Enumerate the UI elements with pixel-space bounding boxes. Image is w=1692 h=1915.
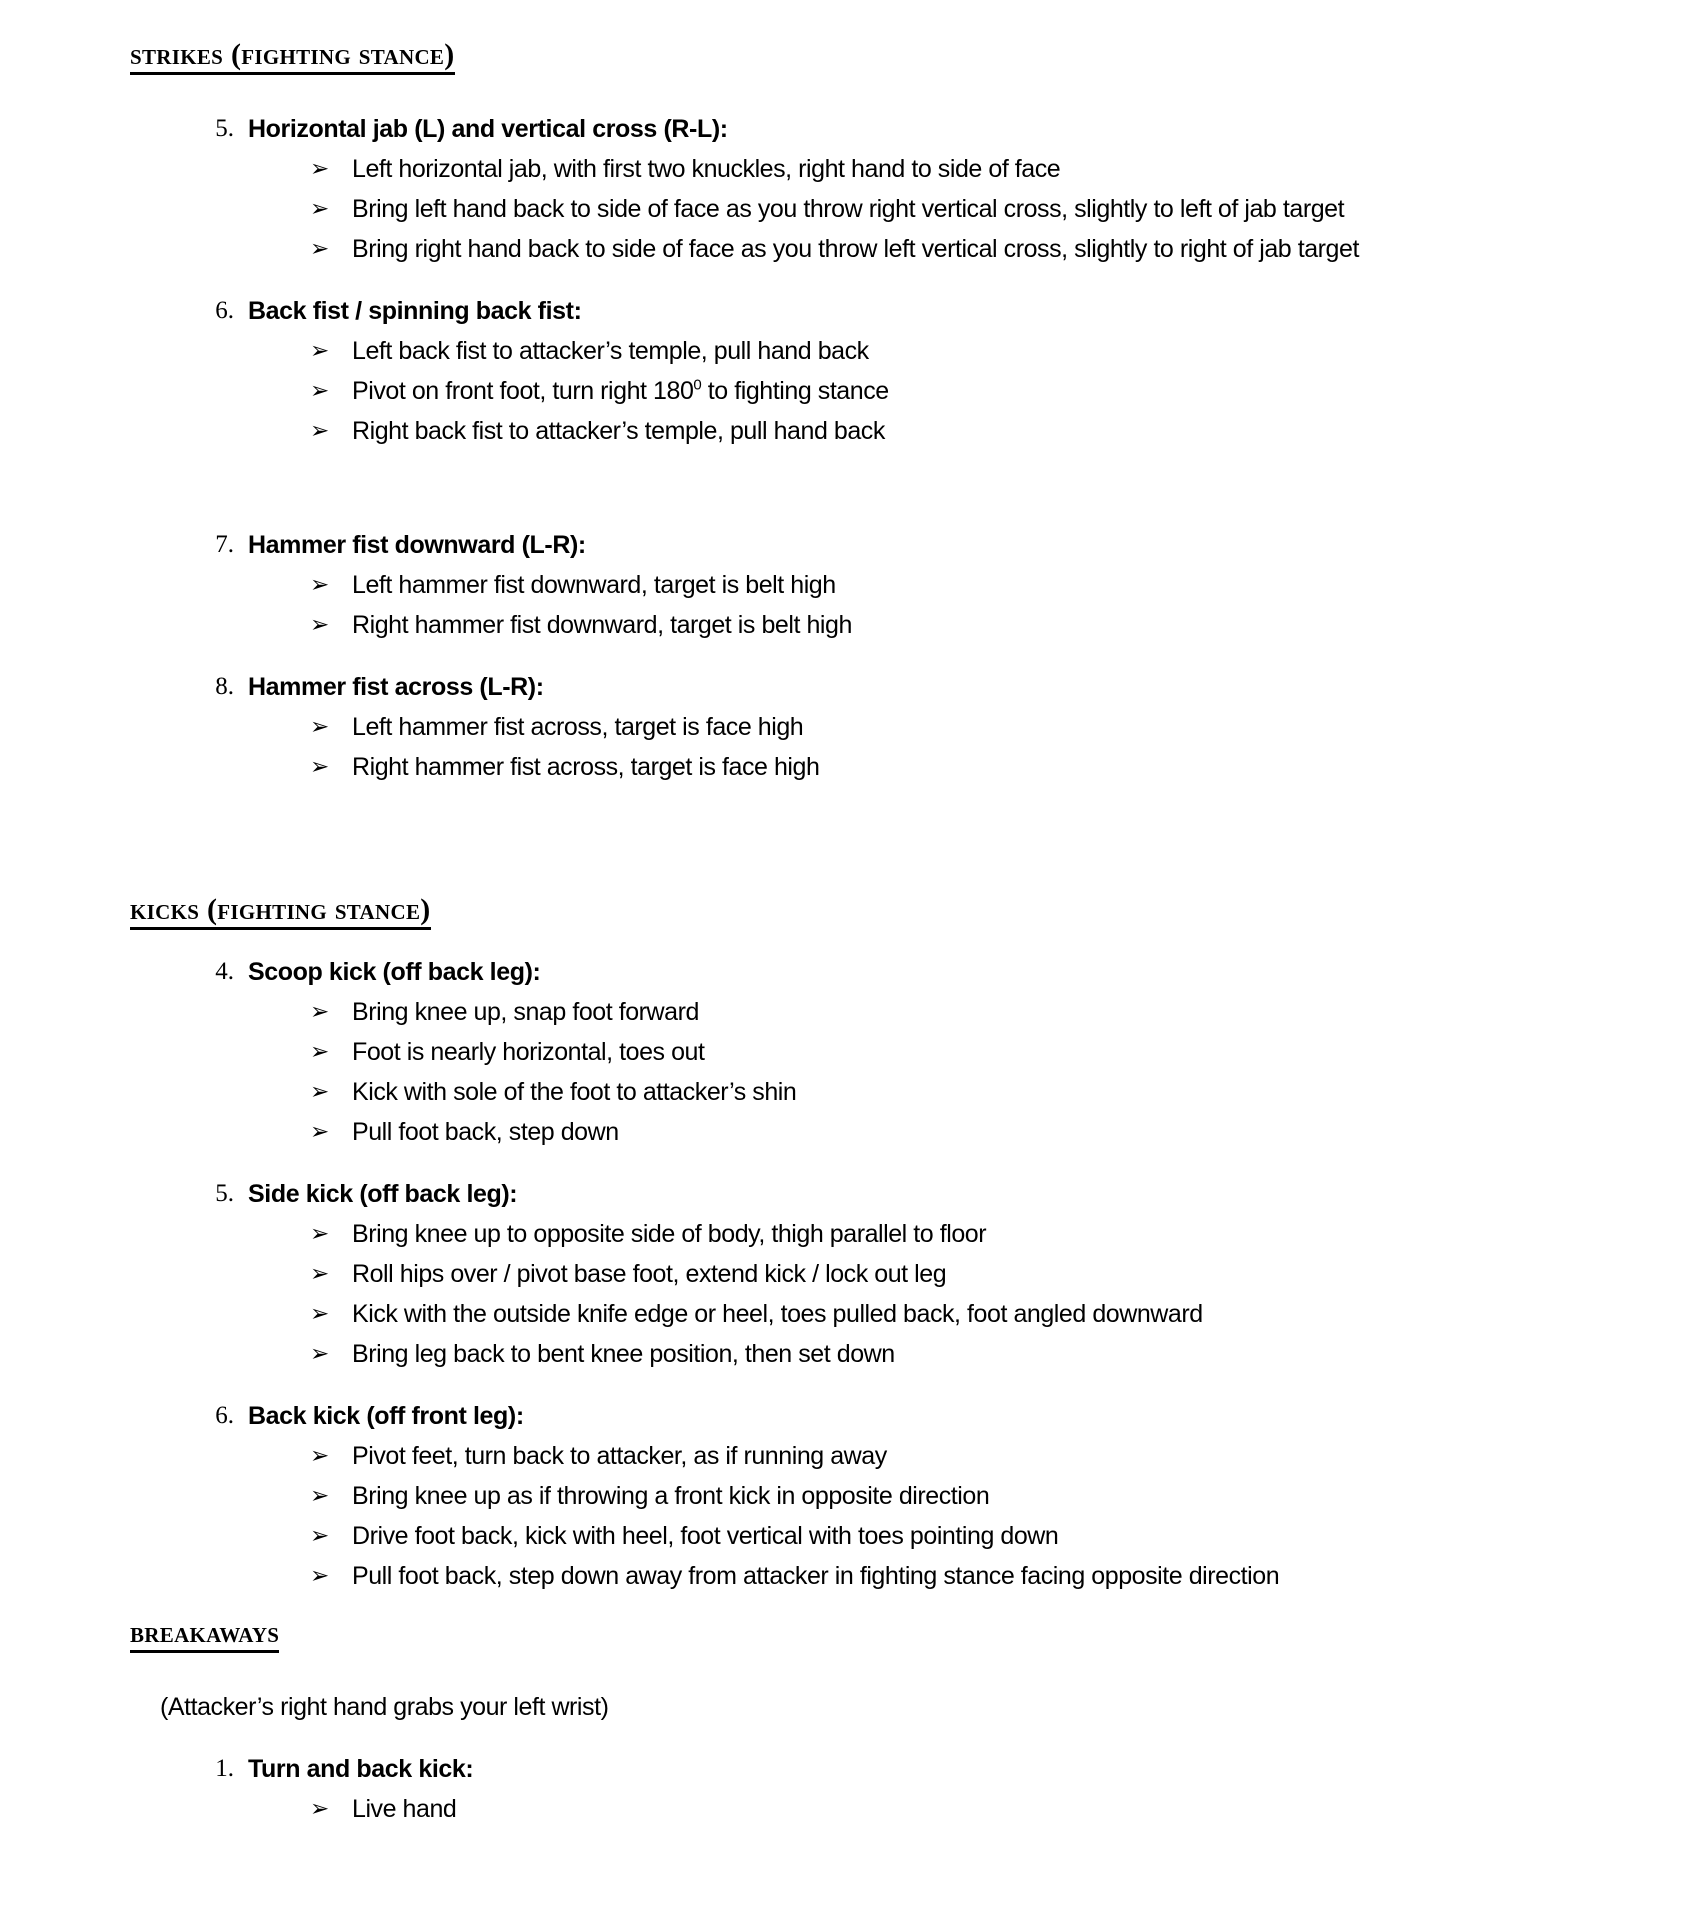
sub-bullet (292, 1476, 1562, 1516)
sub-bullet-text: Bring right hand back to side of face as you throw left vertical cross, slightly to right of jab target (352, 235, 1359, 263)
list-item (200, 952, 1562, 992)
spacer (130, 861, 1562, 895)
arrow-bullet-icon: ➢ (310, 1523, 330, 1549)
sub-bullet-text: Bring knee up, snap foot forward (352, 998, 699, 1026)
list-item (200, 291, 1562, 331)
section-heading-breakaways-wrap (130, 1618, 1562, 1653)
sub-bullet-text: Left horizontal jab, with first two knuckles, right hand to side of face (352, 155, 1061, 183)
sub-bullet-text: Bring left hand back to side of face as you throw right vertical cross, slightly to left of jab target (352, 195, 1345, 223)
spacer (200, 1152, 1562, 1174)
sub-bullet-list (200, 707, 1562, 787)
sub-bullet (292, 1789, 1562, 1829)
spacer (200, 269, 1562, 291)
sub-bullet-text: Right hammer fist across, target is face high (352, 753, 820, 781)
spacer (200, 645, 1562, 667)
sub-bullet-text: Pull foot back, step down (352, 1118, 619, 1146)
arrow-bullet-icon: ➢ (310, 1039, 330, 1065)
list-item-label: Hammer fist across (L-R): (248, 673, 544, 701)
spacer (130, 787, 1562, 861)
sub-bullet-text: Right back fist to attacker’s temple, pull hand back (352, 417, 885, 445)
section-heading-strikes: strikes (fighting stance) (130, 40, 455, 75)
section-heading-breakaways: breakaways (130, 1618, 279, 1653)
spacer (130, 930, 1562, 952)
sub-bullet-text: Left back fist to attacker’s temple, pull hand back (352, 337, 869, 365)
sub-bullet-text: Bring leg back to bent knee position, then set down (352, 1340, 895, 1368)
spacer (130, 1727, 1562, 1749)
breakaways-intro-text: (Attacker’s right hand grabs your left wrist) (160, 1693, 609, 1721)
sub-bullet-list (200, 565, 1562, 645)
sub-bullet (292, 229, 1562, 269)
list-item (200, 525, 1562, 565)
arrow-bullet-icon: ➢ (310, 1261, 330, 1287)
sub-bullet (292, 1072, 1562, 1112)
sub-bullet (292, 1436, 1562, 1476)
list-item-label: Back kick (off front leg): (248, 1402, 524, 1430)
list-number: 5. (215, 1180, 234, 1207)
sub-bullet-text: Pivot feet, turn back to attacker, as if running away (352, 1442, 887, 1470)
list-item-label: Turn and back kick: (248, 1755, 474, 1783)
list-item-label: Side kick (off back leg): (248, 1180, 518, 1208)
arrow-bullet-icon: ➢ (310, 338, 330, 364)
strikes-list (130, 109, 1562, 787)
spacer (130, 1653, 1562, 1687)
arrow-bullet-icon: ➢ (310, 1483, 330, 1509)
sub-bullet (292, 1334, 1562, 1374)
sub-bullet (292, 1032, 1562, 1072)
spacer (130, 75, 1562, 109)
sub-bullet (292, 411, 1562, 451)
sub-bullet-list (200, 1214, 1562, 1374)
sub-bullet (292, 1294, 1562, 1334)
sub-bullet-text: Pivot on front foot, turn right $180^0$ to fighting stance (352, 376, 889, 405)
arrow-bullet-icon: ➢ (310, 1563, 330, 1589)
list-item-label: Hammer fist downward (L-R): (248, 531, 586, 559)
sub-bullet (292, 1556, 1562, 1596)
sub-bullet (292, 189, 1562, 229)
sub-bullet (292, 605, 1562, 645)
sub-bullet (292, 1214, 1562, 1254)
sub-bullet (292, 1112, 1562, 1152)
arrow-bullet-icon: ➢ (310, 612, 330, 638)
sub-bullet-text: Left hammer fist downward, target is belt high (352, 571, 836, 599)
list-item (200, 1396, 1562, 1436)
sub-bullet (292, 149, 1562, 189)
sub-bullet (292, 992, 1562, 1032)
list-item (200, 667, 1562, 707)
section-heading-kicks-wrap (130, 895, 1562, 930)
list-number: 7. (215, 531, 234, 558)
sub-bullet (292, 565, 1562, 605)
arrow-bullet-icon: ➢ (310, 1119, 330, 1145)
list-item (200, 1174, 1562, 1214)
list-item-label: Scoop kick (off back leg): (248, 958, 541, 986)
sub-bullet-text: Bring knee up as if throwing a front kick in opposite direction (352, 1482, 990, 1510)
list-number: 5. (215, 115, 234, 142)
arrow-bullet-icon: ➢ (310, 196, 330, 222)
arrow-bullet-icon: ➢ (310, 378, 330, 404)
sub-bullet-list (200, 992, 1562, 1152)
sub-bullet-list (200, 149, 1562, 269)
sub-bullet-text: Kick with sole of the foot to attacker’s shin (352, 1078, 797, 1106)
sub-bullet-text: Pull foot back, step down away from attacker in fighting stance facing opposite direction (352, 1562, 1280, 1590)
spacer (200, 1374, 1562, 1396)
arrow-bullet-icon: ➢ (310, 418, 330, 444)
sub-bullet-list (200, 1789, 1562, 1829)
arrow-bullet-icon: ➢ (310, 1341, 330, 1367)
list-item (200, 1749, 1562, 1789)
arrow-bullet-icon: ➢ (310, 999, 330, 1025)
list-number: 6. (215, 297, 234, 324)
list-number: 6. (215, 1402, 234, 1429)
section-heading-strikes-wrap (130, 40, 1562, 75)
sub-bullet-text: Bring knee up to opposite side of body, thigh parallel to floor (352, 1220, 987, 1248)
arrow-bullet-icon: ➢ (310, 754, 330, 780)
sub-bullet-text: Left hammer fist across, target is face high (352, 713, 804, 741)
list-item-label: Back fist / spinning back fist: (248, 297, 582, 325)
section-heading-kicks: kicks (fighting stance) (130, 895, 431, 930)
arrow-bullet-icon: ➢ (310, 1443, 330, 1469)
sub-bullet-text: Roll hips over / pivot base foot, extend kick / lock out leg (352, 1260, 947, 1288)
list-number: 8. (215, 673, 234, 700)
sub-bullet-list (200, 331, 1562, 451)
sub-bullet-list (200, 1436, 1562, 1596)
sub-bullet (292, 1254, 1562, 1294)
sub-bullet (292, 1516, 1562, 1556)
list-number: 4. (215, 958, 234, 985)
sub-bullet-text: Kick with the outside knife edge or heel, toes pulled back, foot angled downward (352, 1300, 1203, 1328)
sub-bullet (292, 707, 1562, 747)
arrow-bullet-icon: ➢ (310, 714, 330, 740)
kicks-list (130, 952, 1562, 1596)
spacer (130, 1596, 1562, 1618)
breakaways-list (130, 1749, 1562, 1829)
arrow-bullet-icon: ➢ (310, 156, 330, 182)
arrow-bullet-icon: ➢ (310, 1221, 330, 1247)
sub-bullet (292, 371, 1562, 411)
list-item (200, 109, 1562, 149)
list-number: 1. (215, 1755, 234, 1782)
sub-bullet-text: Foot is nearly horizontal, toes out (352, 1038, 705, 1066)
arrow-bullet-icon: ➢ (310, 1079, 330, 1105)
arrow-bullet-icon: ➢ (310, 1301, 330, 1327)
list-item-label: Horizontal jab (L) and vertical cross (R-L): (248, 115, 728, 143)
sub-bullet-text: Right hammer fist downward, target is belt high (352, 611, 852, 639)
arrow-bullet-icon: ➢ (310, 236, 330, 262)
sub-bullet-text: Live hand (352, 1795, 457, 1823)
arrow-bullet-icon: ➢ (310, 1796, 330, 1822)
spacer (200, 451, 1562, 525)
sub-bullet (292, 331, 1562, 371)
sub-bullet-text: Drive foot back, kick with heel, foot vertical with toes pointing down (352, 1522, 1059, 1550)
sub-bullet (292, 747, 1562, 787)
arrow-bullet-icon: ➢ (310, 572, 330, 598)
